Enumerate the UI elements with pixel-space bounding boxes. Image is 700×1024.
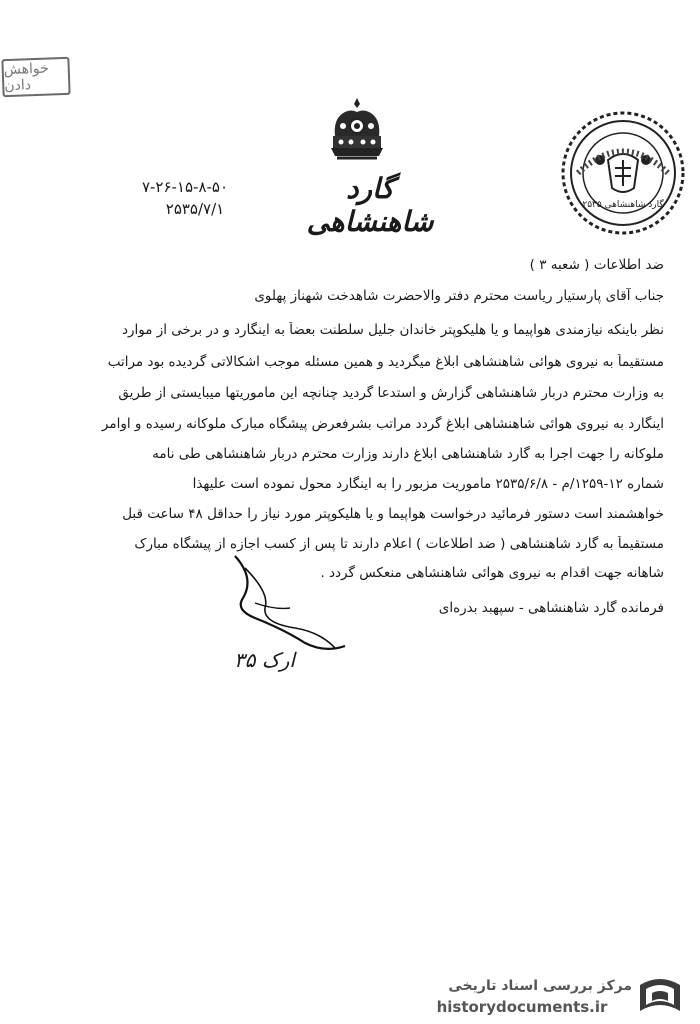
body-line: مستقیماً به گارد شاهنشاهی ( ضد اطلاعات ) اعلام دارند تا پس از کسب اجازه از پیشگاه مبارک [134,536,664,552]
archive-url: historydocuments.ir [436,998,608,1016]
archive-center-name: مرکز بررسی اسناد تاریخی [448,978,632,994]
body-line: اینگارد به نیروی هوائی شاهنشاهی ابلاغ گردد مراتب بشرفعرض پیشگاه مبارک ملوکانه رسیده و اوامر [101,416,664,432]
body-line: نظر باینکه نیازمندی هواپیما و یا هلیکوپتر خاندان جلیل سلطنت بعضاً به اینگارد و در برخی از موارد [121,322,664,338]
body-line: ملوکانه را جهت اجرا به گارد شاهنشاهی ابلاغ دارند وزارت محترم دربار شاهنشاهی طی نامه [152,446,664,462]
archive-logo-icon [636,975,684,1019]
crown-emblem-icon [325,96,389,166]
body-line: شماره ۱۲-۱۲۵۹/م - ۲۵۳۵/۶/۸ ماموریت مزبور را به اینگارد محول نموده است علیهذا [192,476,664,492]
closing-signature-line: فرمانده گارد شاهنشاهی - سپهبد بدره‌ای [438,600,664,616]
document-date: ۲۵۳۵/۷/۱ [165,200,225,218]
department-line: ضد اطلاعات ( شعبه ۳ ) [529,257,664,273]
body-line: خواهشمند است دستور فرمائید درخواست هواپیما و یا هلیکوپتر مورد نیاز را حداقل ۴۸ ساعت قبل [122,506,664,522]
body-line: مستقیماً به نیروی هوائی شاهنشاهی ابلاغ میگردید و همین مسئله موجب اشکالاتی گردیده بود مراتب [107,354,664,370]
archive-stamp [1,57,70,97]
body-line: به وزارت محترم دربار شاهنشاهی گزارش و استدعا گردید چنانچه این ماموریتها میبایستی از طریق [118,385,664,401]
addressee-line: جناب آقای پارستیار ریاست محترم دفتر والاحضرت شاهدخت شهناز پهلوی [254,288,664,304]
letterhead-title: گارد شاهنشاهی [306,172,434,238]
handwritten-initials: ارک ۳۵ [234,648,295,672]
document-number: ۷-۲۶-۱۵-۸-۵۰ [141,178,229,196]
archive-stamp-text: خواهش دادن [3,60,50,95]
seal-text: گارد شاهنشاهی ۲۵۳۵ [582,200,664,210]
body-line: شاهانه جهت اقدام به نیروی هوائی شاهنشاهی منعکس گردد . [320,565,664,581]
round-seal-icon [560,110,686,236]
